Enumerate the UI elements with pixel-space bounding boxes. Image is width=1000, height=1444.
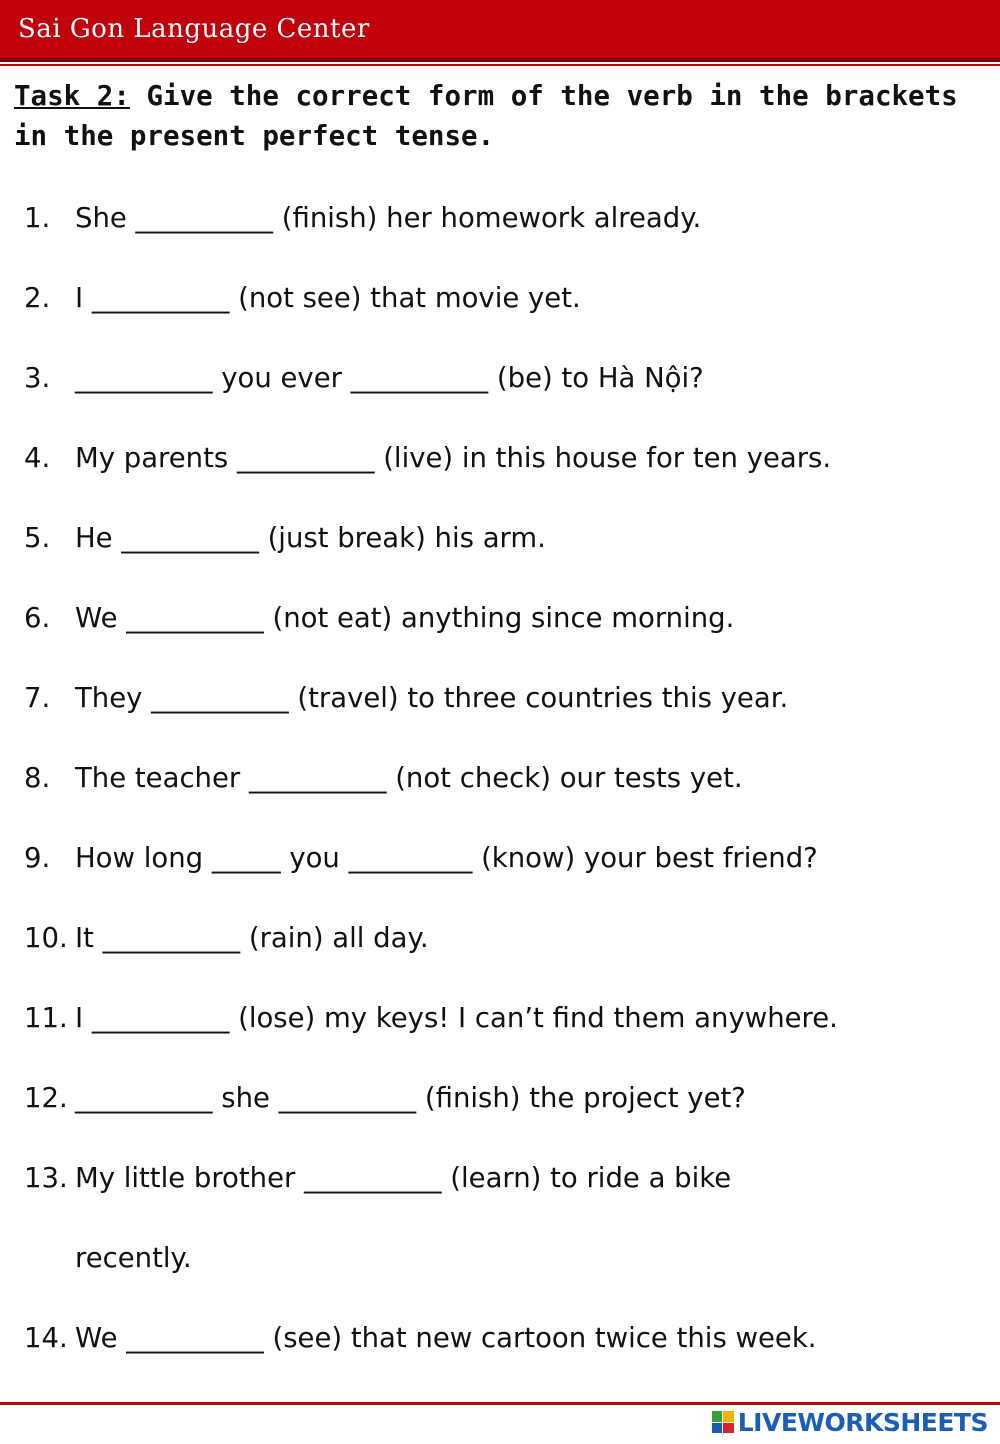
item-text: __________ you ever __________ (be) to Hà Nội? (75, 362, 704, 394)
item-number: 14. (24, 1322, 68, 1354)
item-number: 2. (24, 282, 51, 314)
liveworksheets-logo (712, 1404, 988, 1440)
item-number: 7. (24, 682, 51, 714)
logo-text: LIVEWORKSHEETS (737, 1407, 988, 1437)
item-text: recently. (75, 1242, 192, 1274)
item-number: 1. (24, 202, 51, 234)
item-text: She __________ (finish) her homework already. (75, 202, 702, 234)
item-number: 11. (24, 1002, 68, 1034)
item-text: My little brother __________ (learn) to ride a bike (75, 1162, 732, 1194)
item-number: 6. (24, 602, 51, 634)
item-text: I __________ (lose) my keys! I can’t find them anywhere. (75, 1002, 838, 1034)
item-text: They __________ (travel) to three countries this year. (75, 682, 789, 714)
task-label: Task 2: (14, 80, 130, 112)
item-text: __________ she __________ (finish) the project yet? (75, 1082, 746, 1114)
item-number: 8. (24, 762, 51, 794)
item-number: 13. (24, 1162, 68, 1194)
item-text: We __________ (not eat) anything since morning. (75, 602, 735, 634)
item-text: I __________ (not see) that movie yet. (75, 282, 581, 314)
item-number: 5. (24, 522, 51, 554)
task-text: Give the correct form of the verb in the brackets in the present perfect tense. (14, 80, 958, 152)
item-number: 4. (24, 442, 51, 474)
item-number: 3. (24, 362, 51, 394)
item-text: My parents __________ (live) in this house for ten years. (75, 442, 832, 474)
center-name: Sai Gon Language Center (18, 14, 370, 44)
item-text: We __________ (see) that new cartoon twice this week. (75, 1322, 817, 1354)
item-number: 12. (24, 1082, 68, 1114)
item-number: 10. (24, 922, 68, 954)
item-text: He __________ (just break) his arm. (75, 522, 546, 554)
item-number: 9. (24, 842, 51, 874)
header-bar (0, 0, 1000, 62)
logo-badge-icon (712, 1411, 734, 1433)
item-text: The teacher __________ (not check) our tests yet. (75, 762, 743, 794)
item-text: It __________ (rain) all day. (75, 922, 429, 954)
item-text: How long _____ you _________ (know) your best friend? (75, 842, 818, 874)
header-divider (0, 64, 1000, 66)
task-instruction (14, 76, 984, 156)
